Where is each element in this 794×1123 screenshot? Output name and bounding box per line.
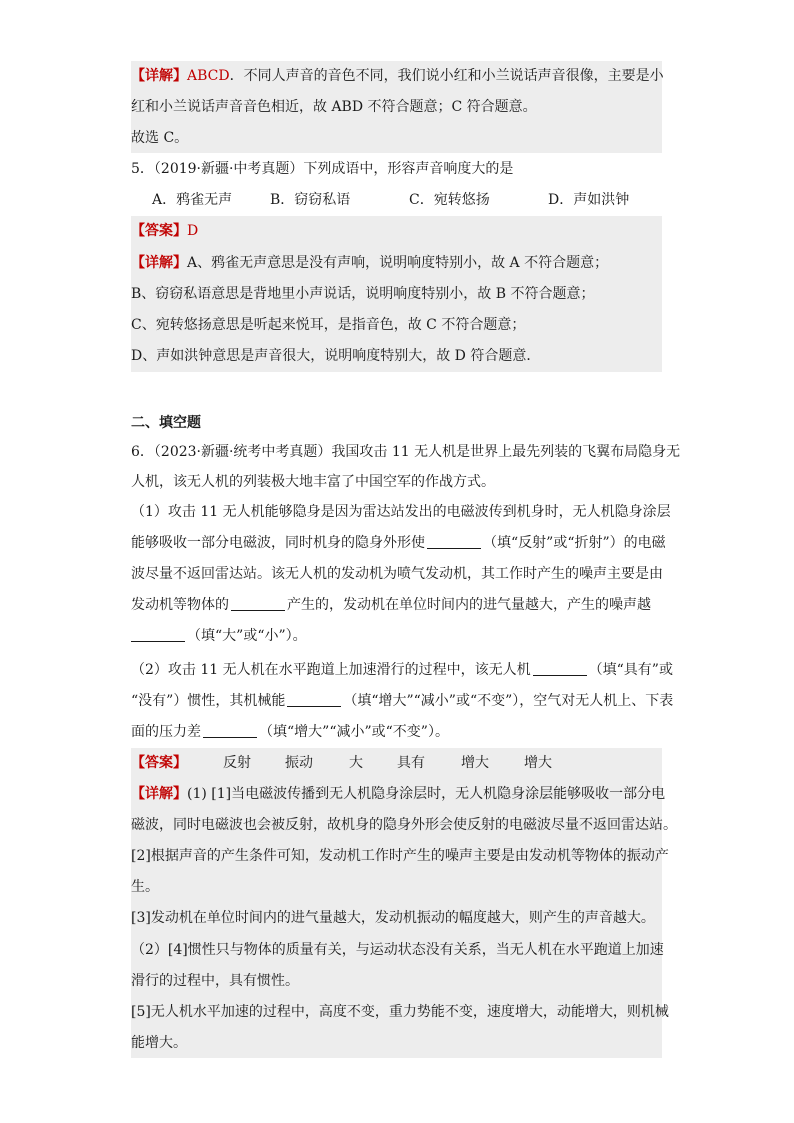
answer-label: 【答案】 (131, 223, 187, 239)
q6-explain-line-3: [2]根据声音的产生条件可知，发动机工作时产生的噪声主要是由发动机等物体的振动产 (131, 848, 669, 864)
q6-part1-line-2 (131, 528, 666, 558)
q6-explain-line-8: [5]无人机水平加速的过程中，高度不变，重力势能不变，速度增大，动能增大，则机械 (131, 1004, 669, 1020)
q6-explain-text: (1) [1]当电磁波传播到无人机隐身涂层时，无人机隐身涂层能够吸收一部分电 (187, 786, 666, 802)
q5-option-a: A．鸦雀无声 (152, 192, 233, 208)
answer-label: 【答案】 (131, 755, 187, 771)
explain-label: 【详解】 (131, 786, 187, 802)
section-heading: 二、填空题 (131, 415, 201, 431)
q5-explain-text: A、鸦雀无声意思是没有声响，说明响度特别小，故 A 不符合题意； (187, 255, 609, 271)
q6-answer (131, 748, 662, 778)
q6-text: 面的压力差 (131, 724, 201, 740)
q6-answer-1: 反射 (223, 755, 251, 771)
q6-text: （填“反射”或“折射”）的电磁 (483, 535, 666, 551)
q6-text: 发动机等物体的 (131, 597, 229, 613)
q4-explain-line-1 (131, 61, 662, 91)
content-column (131, 0, 681, 1123)
q4-explain-line-2: 红和小兰说话声音音色相近，故 ABD 不符合题意；C 符合题意。 (131, 99, 537, 115)
q4-explain-line-3: 故选 C。 (131, 130, 189, 146)
q6-answer-5: 增大 (461, 755, 489, 771)
q6-part1-line-4 (131, 590, 662, 620)
q4-explain-text: ．不同人声音的音色不同，我们说小红和小兰说话声音很像，主要是小 (229, 68, 664, 84)
fill-blank-4[interactable] (533, 659, 587, 676)
q6-explain-line-4: 生。 (131, 879, 159, 895)
q6-answer-6: 增大 (524, 755, 552, 771)
q4-option-list: ABCD (187, 68, 230, 84)
q6-part2-line-2 (131, 686, 674, 716)
q5-explain-line-3: C、宛转悠扬意思是听起来悦耳，是指音色，故 C 不符合题意； (131, 317, 526, 333)
q6-part1-line-3: 波尽量不返回雷达站。该无人机的发动机为喷气发动机，其工作时产生的噪声主要是由 (131, 566, 663, 582)
q6-part2-line-1 (131, 655, 673, 685)
q5-explain-line-4: D、声如洪钟意思是声音很大，说明响度特别大，故 D 符合题意． (131, 348, 541, 364)
fill-blank-6[interactable] (203, 721, 257, 738)
q6-text: 能够吸收一部分电磁波，同时机身的隐身外形使 (131, 535, 425, 551)
q6-part2-line-3 (131, 717, 662, 747)
q5-options (131, 185, 662, 215)
q6-explain-line-1 (131, 779, 666, 809)
fill-blank-1[interactable] (427, 532, 481, 549)
q6-explain-line-7: 滑行的过程中，具有惯性。 (131, 973, 299, 989)
q6-explain-line-2: 磁波，同时电磁波也会被反射，故机身的隐身外形会使反射的电磁波尽量不返回雷达站。 (131, 817, 677, 833)
q6-stem-line-2: 人机，该无人机的列装极大地丰富了中国空军的作战方式。 (131, 474, 495, 490)
q6-text: （填“具有”或 (588, 662, 673, 678)
q6-part1-line-5 (131, 621, 662, 651)
q6-part1-line-1: （1）攻击 11 无人机能够隐身是因为雷达站发出的电磁波传到机身时，无人机隐身涂层 (131, 504, 671, 520)
fill-blank-2[interactable] (231, 594, 285, 611)
q5-answer (131, 216, 662, 246)
q6-text: “没有”）惯性，其机械能 (131, 693, 286, 709)
q6-explain-line-9: 能增大。 (131, 1035, 187, 1051)
q6-text: 产生的，发动机在单位时间内的进气量越大，产生的噪声越 (287, 597, 651, 613)
explain-label: 【详解】 (131, 255, 187, 271)
q6-text: （填“大”或“小”）。 (187, 628, 307, 644)
q6-answer-2: 振动 (285, 755, 313, 771)
q5-stem: 5．（2019·新疆·中考真题）下列成语中，形容声音响度大的是 (131, 161, 514, 177)
fill-blank-3[interactable] (131, 625, 185, 642)
q6-answer-4: 具有 (397, 755, 425, 771)
explain-label: 【详解】 (131, 68, 187, 84)
q5-option-c: C．宛转悠扬 (409, 192, 490, 208)
q5-option-d: D．声如洪钟 (548, 192, 630, 208)
q5-explain-line-2: B、窃窃私语意思是背地里小声说话，说明响度特别小，故 B 不符合题意； (131, 286, 595, 302)
q5-option-b: B．窃窃私语 (270, 192, 351, 208)
q5-explain-line-1 (131, 248, 662, 278)
q6-text: （填“增大”“减小”或“不变”），空气对无人机上、下表 (343, 693, 674, 709)
q5-answer-value: D (187, 223, 199, 239)
q6-answer-3: 大 (349, 755, 363, 771)
q6-explain-line-6: （2）[4]惯性只与物体的质量有关，与运动状态没有关系，当无人机在水平跑道上加速 (131, 942, 664, 958)
q6-text: （2）攻击 11 无人机在水平跑道上加速滑行的过程中，该无人机 (131, 662, 531, 678)
q6-stem-line-1: 6．（2023·新疆·统考中考真题）我国攻击 11 无人机是世界上最先列装的飞翼布局隐身无 (131, 444, 681, 460)
q6-explain-line-5: [3]发动机在单位时间内的进气量越大，发动机振动的幅度越大，则产生的声音越大。 (131, 910, 655, 926)
q6-text: （填“增大”“减小”或“不变”）。 (259, 724, 449, 740)
fill-blank-5[interactable] (287, 690, 341, 707)
